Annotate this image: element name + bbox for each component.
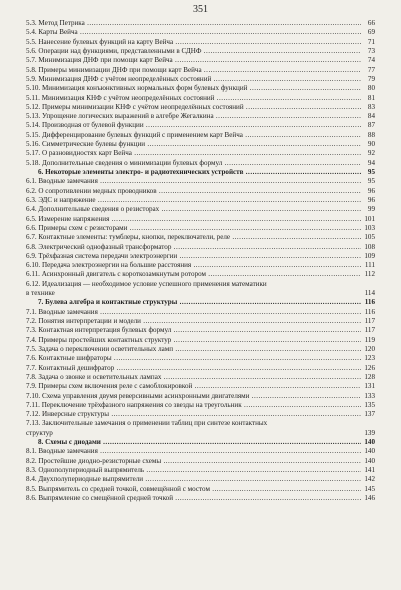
toc-entry-page: 117 <box>362 326 375 335</box>
toc-entry-title: 6.5. Измерение напряжения ..... <box>26 215 361 224</box>
toc-entry-title: 5.11. Минимизация КНФ с учётом неопределённых состояний ..... <box>26 94 361 103</box>
toc-entry <box>26 429 375 438</box>
toc-entry <box>26 131 375 140</box>
toc-entry-page: 74 <box>362 56 375 65</box>
toc-entry <box>26 224 375 233</box>
toc-entry-title: 7.4. Примеры простейших контактных структур ..... <box>26 336 361 345</box>
toc-entry-title: 8.1. Вводные замечания ..... <box>26 447 361 456</box>
toc-entry-title: 8.3. Однополупериодный выпрямитель ..... <box>26 466 361 475</box>
toc-entry-page: 120 <box>362 345 375 354</box>
toc-entry-page: 145 <box>362 485 375 494</box>
toc-entry-title: 5.13. Упрощение логических выражений в алгебре Жегалкина ..... <box>26 112 361 121</box>
toc-entry <box>26 308 375 317</box>
toc-entry-page: 139 <box>362 429 375 438</box>
toc-entry <box>26 215 375 224</box>
toc-entry-page: 141 <box>362 466 375 475</box>
toc-entry-page: 116 <box>362 298 375 307</box>
toc-entry-page: 142 <box>362 475 375 484</box>
toc-entry-title: 6.11. Асинхронный двигатель с короткозамкнутым ротором ..... <box>26 270 361 279</box>
toc-entry-page: 112 <box>362 270 375 279</box>
toc-entry <box>26 354 375 363</box>
toc-entry <box>26 84 375 93</box>
toc-entry-title: 5.4. Карты Вейча ..... <box>26 28 361 37</box>
toc-entry-title: 6.1. Вводные замечания ..... <box>26 177 361 186</box>
toc-entry <box>26 66 375 75</box>
toc-entry-page: 96 <box>362 187 375 196</box>
toc-entry <box>26 475 375 484</box>
toc-entry-page: 77 <box>362 66 375 75</box>
toc-entry-page: 105 <box>362 233 375 242</box>
toc-entry <box>26 252 375 261</box>
toc-entry <box>26 112 375 121</box>
toc-entry-page: 119 <box>362 336 375 345</box>
toc-entry-page: 131 <box>362 382 375 391</box>
toc-entry <box>26 19 375 28</box>
toc-entry <box>26 447 375 456</box>
toc-entry <box>26 457 375 466</box>
toc-entry-title: 8.2. Простейшие диодно-резисторные схемы ..... <box>26 457 361 466</box>
toc-entry <box>26 317 375 326</box>
toc-entry-page: 135 <box>362 401 375 410</box>
toc-entry-title: 5.5. Нанесение булевых функций на карту Вейча ..... <box>26 38 361 47</box>
toc-entry-page: 81 <box>362 94 375 103</box>
toc-entry-title: 5.18. Дополнительные сведения о минимизации булевых формул ..... <box>26 159 361 168</box>
toc-entry-page: 95 <box>362 168 375 177</box>
toc-entry <box>26 345 375 354</box>
toc-entry <box>26 364 375 373</box>
toc-entry-title: 5.9. Минимизация ДНФ с учётом неопределённых состояний ..... <box>26 75 361 84</box>
toc-entry-page: 79 <box>362 75 375 84</box>
toc-entry-title: 5.6. Операции над функциями, представленными в СДНФ ..... <box>26 47 361 56</box>
toc-entry <box>26 94 375 103</box>
toc-entry-page: 101 <box>362 215 375 224</box>
toc-entry-page: 109 <box>362 252 375 261</box>
table-of-contents <box>26 19 375 503</box>
toc-entry-title: 6.12. Идеализация — необходимое условие успешного применения математики <box>26 279 267 288</box>
toc-entry-page: 87 <box>362 121 375 130</box>
toc-entry-page: 123 <box>362 354 375 363</box>
toc-entry-page: 108 <box>362 243 375 252</box>
page-number: 351 <box>193 4 208 15</box>
toc-entry <box>26 466 375 475</box>
toc-entry-page: 140 <box>362 457 375 466</box>
toc-entry-title: 5.3. Метод Петрика ..... <box>26 19 361 28</box>
toc-entry-page: 90 <box>362 140 375 149</box>
toc-entry-page: 140 <box>362 438 375 447</box>
toc-entry-title: 7.10. Схема управления двумя реверсивными асинхронными двигателями ..... <box>26 392 361 401</box>
toc-entry <box>26 233 375 242</box>
toc-entry <box>26 326 375 335</box>
toc-entry-title: 7.5. Задача о переключении осветительных ламп ..... <box>26 345 361 354</box>
toc-entry-title: 5.12. Примеры минимизации КНФ с учётом неопределённых состояний ..... <box>26 103 361 112</box>
toc-entry <box>26 103 375 112</box>
toc-entry-page: 126 <box>362 364 375 373</box>
toc-entry-title: 6.9. Трёхфазная система передачи электроэнергии ..... <box>26 252 361 261</box>
toc-entry-title: 7.3. Контактная интерпретация булевых формул ..... <box>26 326 361 335</box>
toc-entry <box>26 410 375 419</box>
toc-entry-page: 73 <box>362 47 375 56</box>
toc-chapter-entry <box>26 168 375 177</box>
toc-entry-page: 92 <box>362 149 375 158</box>
toc-entry-page: 69 <box>362 28 375 37</box>
toc-entry-title: 7.13. Заключительные замечания о применении таблиц при синтезе контактных <box>26 419 268 428</box>
toc-entry-title: 5.15. Дифференцирование булевых функций с применением карт Вейча ..... <box>26 131 361 140</box>
toc-entry <box>26 243 375 252</box>
toc-entry <box>26 401 375 410</box>
toc-entry-page: 66 <box>362 19 375 28</box>
toc-entry-page: 84 <box>362 112 375 121</box>
toc-entry-page: 137 <box>362 410 375 419</box>
toc-entry-title: 5.14. Производная от булевой функции ..... <box>26 121 361 130</box>
toc-entry <box>26 75 375 84</box>
toc-entry-title: 7.9. Примеры схем включения реле с самоблокировкой ..... <box>26 382 361 391</box>
toc-entry-page: 128 <box>362 373 375 382</box>
toc-entry-page: 96 <box>362 196 375 205</box>
toc-entry-title: 6. Некоторые элементы электро- и радиотехнических устройств ..... <box>26 168 361 177</box>
toc-entry <box>26 56 375 65</box>
toc-entry <box>26 205 375 214</box>
toc-entry-title: 6.8. Электрический однофазный трансформатор ..... <box>26 243 361 252</box>
toc-entry <box>26 392 375 401</box>
toc-entry-page: 71 <box>362 38 375 47</box>
toc-entry-page: 103 <box>362 224 375 233</box>
toc-entry <box>26 149 375 158</box>
toc-entry <box>26 159 375 168</box>
toc-entry <box>26 382 375 391</box>
toc-entry-title: 7.11. Переключение трёхфазного напряжения со звезды на треугольник ..... <box>26 401 361 410</box>
toc-entry-title: 5.17. О разновидностях карт Вейча ..... <box>26 149 361 158</box>
toc-entry-title: 5.16. Симметрические булевы функции ..... <box>26 140 361 149</box>
toc-entry-page: 116 <box>362 308 375 317</box>
toc-entry-title: 6.6. Примеры схем с резисторами ..... <box>26 224 361 233</box>
toc-entry-title: 7.8. Задача о звонке и осветительных лампах ..... <box>26 373 361 382</box>
toc-entry-title: 7. Булева алгебра и контактные структуры ..... <box>26 298 361 307</box>
toc-entry <box>26 485 375 494</box>
toc-entry-title: 8.5. Выпрямитель со средней точкой, совмещённой с мостом ..... <box>26 485 361 494</box>
toc-entry-title: 6.10. Передача электроэнергии на большие расстояния ..... <box>26 261 361 270</box>
toc-entry-title: 7.2. Понятия интерпретации и модели ..... <box>26 317 361 326</box>
toc-entry-page: 83 <box>362 103 375 112</box>
toc-entry <box>26 336 375 345</box>
toc-entry <box>26 47 375 56</box>
toc-entry-page: 133 <box>362 392 375 401</box>
toc-entry-page: 95 <box>362 177 375 186</box>
toc-entry <box>26 121 375 130</box>
toc-entry <box>26 140 375 149</box>
toc-entry-page: 140 <box>362 447 375 456</box>
toc-entry-title: 7.7. Контактный дешифратор ..... <box>26 364 361 373</box>
toc-entry <box>26 177 375 186</box>
toc-entry <box>26 270 375 279</box>
toc-entry-title: 6.2. О сопротивлении медных проводников ..... <box>26 187 361 196</box>
toc-entry-title: 6.4. Дополнительные сведения о резисторах ..... <box>26 205 361 214</box>
toc-entry-title: структур <box>26 428 53 437</box>
toc-entry <box>26 187 375 196</box>
toc-entry-title: 6.3. ЭДС и напряжение ..... <box>26 196 361 205</box>
toc-entry-title: 7.1. Вводные замечания ..... <box>26 308 361 317</box>
toc-entry-page: 99 <box>362 205 375 214</box>
toc-entry <box>26 373 375 382</box>
toc-entry-page: 111 <box>362 261 375 270</box>
toc-entry <box>26 494 375 503</box>
toc-chapter-entry <box>26 438 375 447</box>
toc-entry-page: 146 <box>362 494 375 503</box>
toc-entry <box>26 38 375 47</box>
toc-entry <box>26 280 375 289</box>
toc-entry-title: 7.12. Инверсные структуры ..... <box>26 410 361 419</box>
toc-entry-page: 88 <box>362 131 375 140</box>
toc-entry <box>26 196 375 205</box>
toc-entry-title: 8.6. Выпрямление со смещённой средней точкой ..... <box>26 494 361 503</box>
toc-entry-title: 5.8. Примеры минимизации ДНФ при помощи карт Вейча ..... <box>26 66 361 75</box>
toc-entry <box>26 419 375 428</box>
toc-entry-title: 6.7. Контактные элементы: тумблеры, кнопки, переключатели, реле ..... <box>26 233 361 242</box>
toc-entry-title: 5.7. Минимизация ДНФ при помощи карт Вейча ..... <box>26 56 361 65</box>
toc-entry-title: 8.4. Двухполупериодные выпрямители ..... <box>26 475 361 484</box>
toc-entry-page: 94 <box>362 159 375 168</box>
toc-entry <box>26 261 375 270</box>
toc-entry <box>26 28 375 37</box>
toc-chapter-entry <box>26 298 375 307</box>
toc-entry-title: 8. Схемы с диодами ..... <box>26 438 361 447</box>
toc-entry-title: 5.10. Минимизация конъюнктивных нормальных форм булевых функций ..... <box>26 84 361 93</box>
toc-entry-page: 114 <box>362 289 375 298</box>
toc-entry-title: 7.6. Контактные шифраторы ..... <box>26 354 361 363</box>
toc-entry <box>26 289 375 298</box>
toc-entry-page: 80 <box>362 84 375 93</box>
toc-entry-title: в технике <box>26 289 55 298</box>
toc-entry-page: 117 <box>362 317 375 326</box>
